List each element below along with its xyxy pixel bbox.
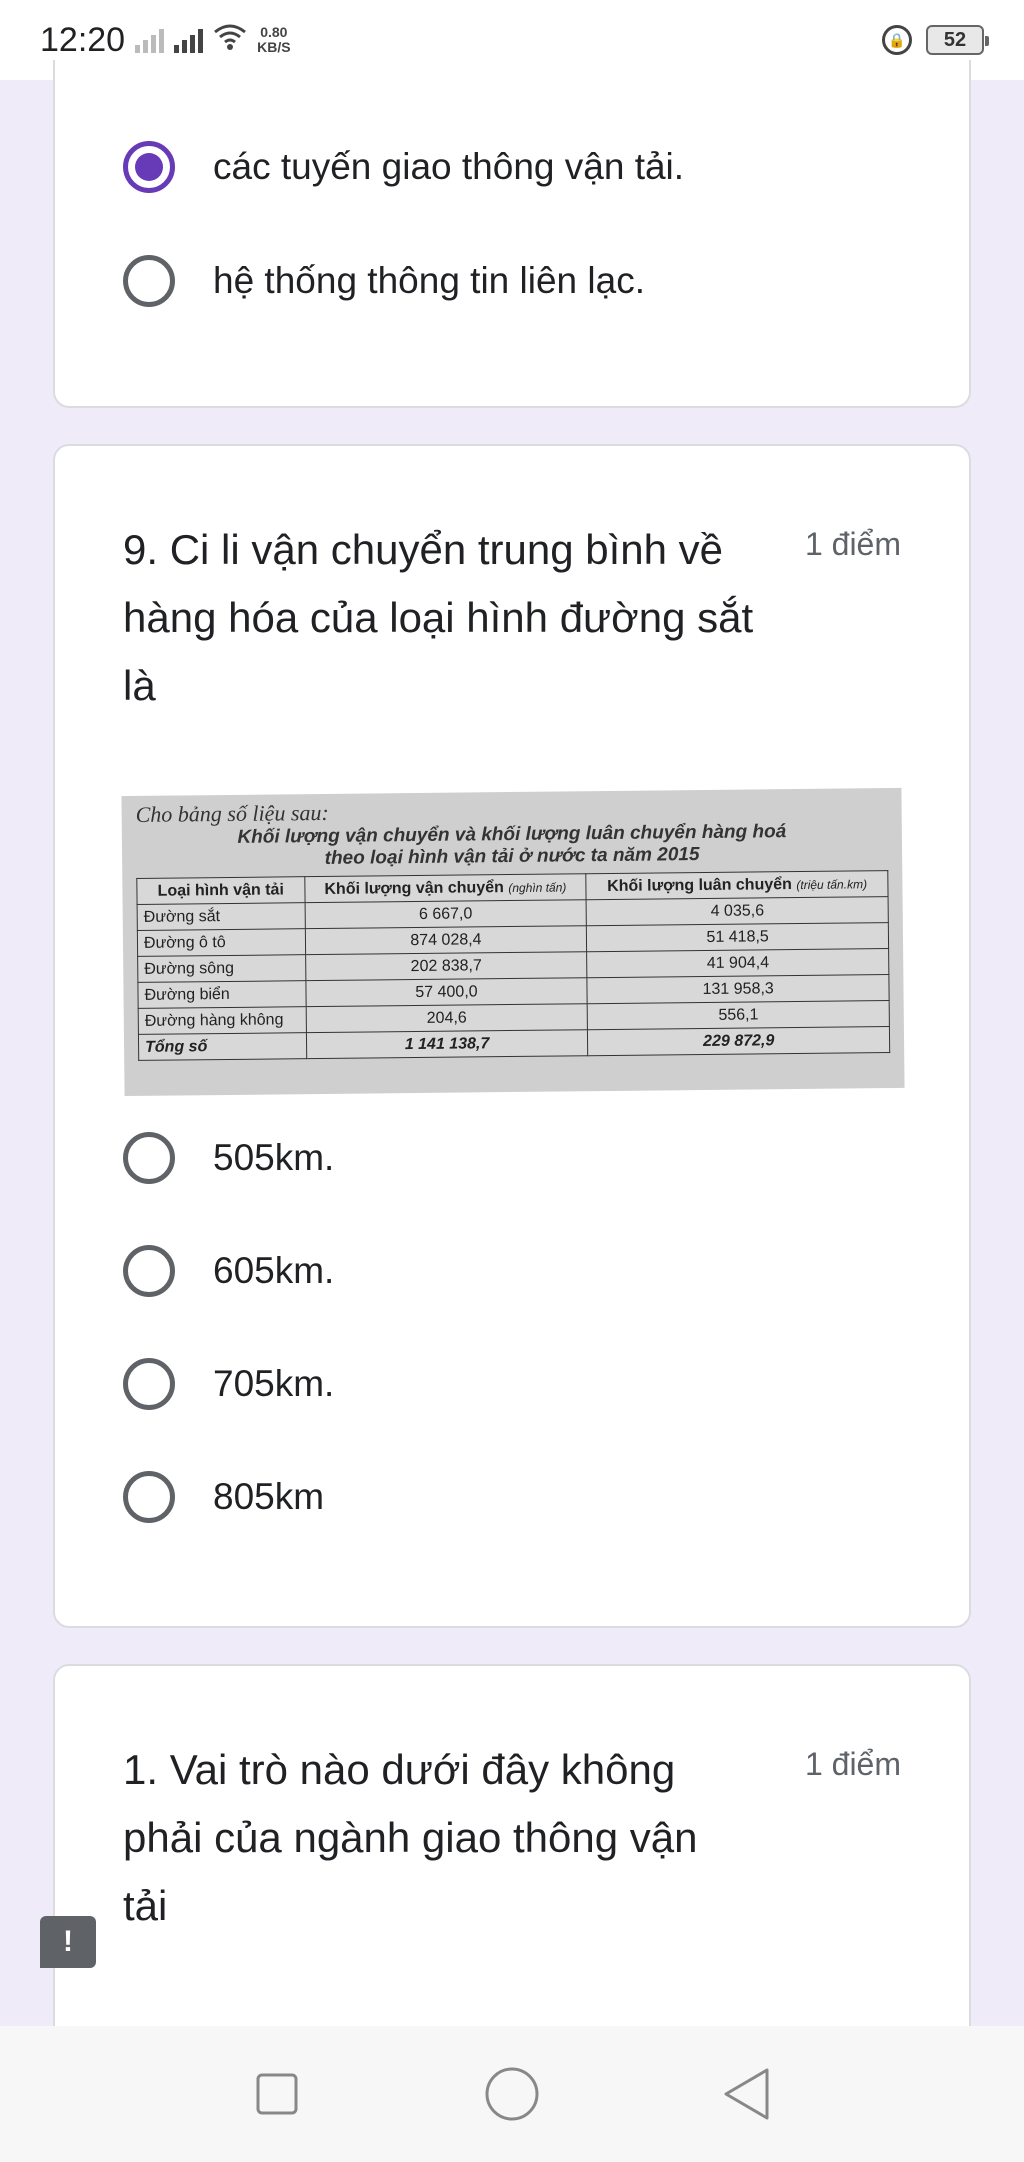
table-cell: 202 838,7 — [305, 952, 587, 981]
network-speed — [257, 25, 290, 55]
triangle-back-icon — [722, 2067, 772, 2121]
question-points: 1 điểm — [804, 526, 901, 562]
prev-question-card — [53, 60, 971, 408]
option-label: các tuyến giao thông vận tải. — [213, 146, 685, 187]
question-9-card — [53, 444, 971, 1628]
option-805km[interactable] — [123, 1471, 324, 1523]
option-505km[interactable] — [123, 1132, 334, 1184]
circle-icon — [484, 2066, 540, 2122]
report-abuse-button[interactable] — [40, 1916, 96, 1968]
header-unit: (triệu tấn.km) — [796, 876, 868, 892]
sim1-signal-icon — [135, 27, 164, 53]
square-icon — [255, 2072, 299, 2116]
option-transport-routes[interactable] — [123, 141, 684, 193]
table-cell: Đường sông — [138, 955, 306, 983]
option-705km[interactable] — [123, 1358, 334, 1410]
table-header: Loại hình vận tải — [137, 877, 305, 905]
radio-button[interactable] — [123, 1245, 175, 1297]
speed-unit: KB/S — [257, 39, 291, 55]
question-title: 9. Ci li vận chuyển trung bình về hàng hóa của loại hình đường sắt là — [123, 526, 754, 709]
option-label: 505km. — [213, 1137, 335, 1178]
question-title: 1. Vai trò nào dưới đây không phải của ngành giao thông vận tải — [123, 1746, 698, 1929]
option-communication-system[interactable] — [123, 255, 645, 307]
radio-button[interactable] — [123, 1471, 175, 1523]
sim2-signal-icon — [174, 27, 203, 53]
header-text: Khối lượng vận chuyển — [324, 878, 504, 898]
table-cell: 204,6 — [306, 1004, 588, 1033]
table-cell: 1 141 138,7 — [306, 1030, 588, 1059]
battery-icon — [926, 25, 984, 55]
table-cell: 57 400,0 — [305, 978, 587, 1007]
status-left — [40, 21, 291, 60]
data-table — [136, 870, 890, 1061]
speed-value: 0.80 — [260, 24, 288, 40]
table-cell: Đường hàng không — [138, 1007, 306, 1035]
table-header — [586, 871, 888, 900]
battery-level: 52 — [943, 28, 967, 51]
table-title-line1: Khối lượng vận chuyển và khối lượng luân chuyển hàng hoá — [237, 821, 787, 848]
table-caption: Cho bảng số liệu sau: — [135, 799, 329, 827]
back-button[interactable] — [717, 2064, 777, 2124]
header-unit: (nghìn tấn) — [508, 879, 567, 895]
table-header — [304, 874, 586, 903]
home-button[interactable] — [482, 2064, 542, 2124]
header-text: Khối lượng luân chuyển — [607, 875, 792, 895]
radio-button[interactable] — [123, 255, 175, 307]
option-605km[interactable] — [123, 1245, 334, 1297]
table-cell: Tổng số — [138, 1033, 306, 1061]
table-cell: 229 872,9 — [588, 1027, 890, 1056]
radio-button[interactable] — [123, 1358, 175, 1410]
wifi-icon — [213, 23, 247, 58]
question-points: 1 điểm — [804, 1746, 901, 1782]
table-cell: Đường sắt — [137, 903, 305, 931]
option-label: 805km — [213, 1476, 325, 1517]
table-cell: 874 028,4 — [305, 926, 587, 955]
option-label: hệ thống thông tin liên lạc. — [213, 260, 645, 301]
radio-button-checked[interactable] — [123, 141, 175, 193]
navigation-bar — [0, 2026, 1024, 2162]
clock: 12:20 — [40, 20, 126, 59]
rotation-lock-icon: 🔒 — [882, 25, 912, 55]
option-label: 605km. — [213, 1250, 335, 1291]
option-label: 705km. — [213, 1363, 335, 1404]
table-cell: 6 667,0 — [305, 900, 587, 929]
radio-button[interactable] — [123, 1132, 175, 1184]
table-cell: 51 418,5 — [587, 923, 889, 952]
table-cell: 131 958,3 — [587, 975, 889, 1004]
recents-button[interactable] — [247, 2064, 307, 2124]
table-cell: Đường ô tô — [137, 929, 305, 957]
table-cell: 4 035,6 — [586, 897, 888, 926]
table-cell: Đường biển — [138, 981, 306, 1009]
table-cell: 41 904,4 — [587, 949, 889, 978]
status-right — [882, 25, 984, 55]
question-image-table — [121, 788, 904, 1096]
table-title-line2: theo loại hình vận tải ở nước ta năm 2015 — [324, 844, 700, 869]
exclamation-icon: ! — [63, 1925, 73, 1958]
table-cell: 556,1 — [587, 1001, 889, 1030]
